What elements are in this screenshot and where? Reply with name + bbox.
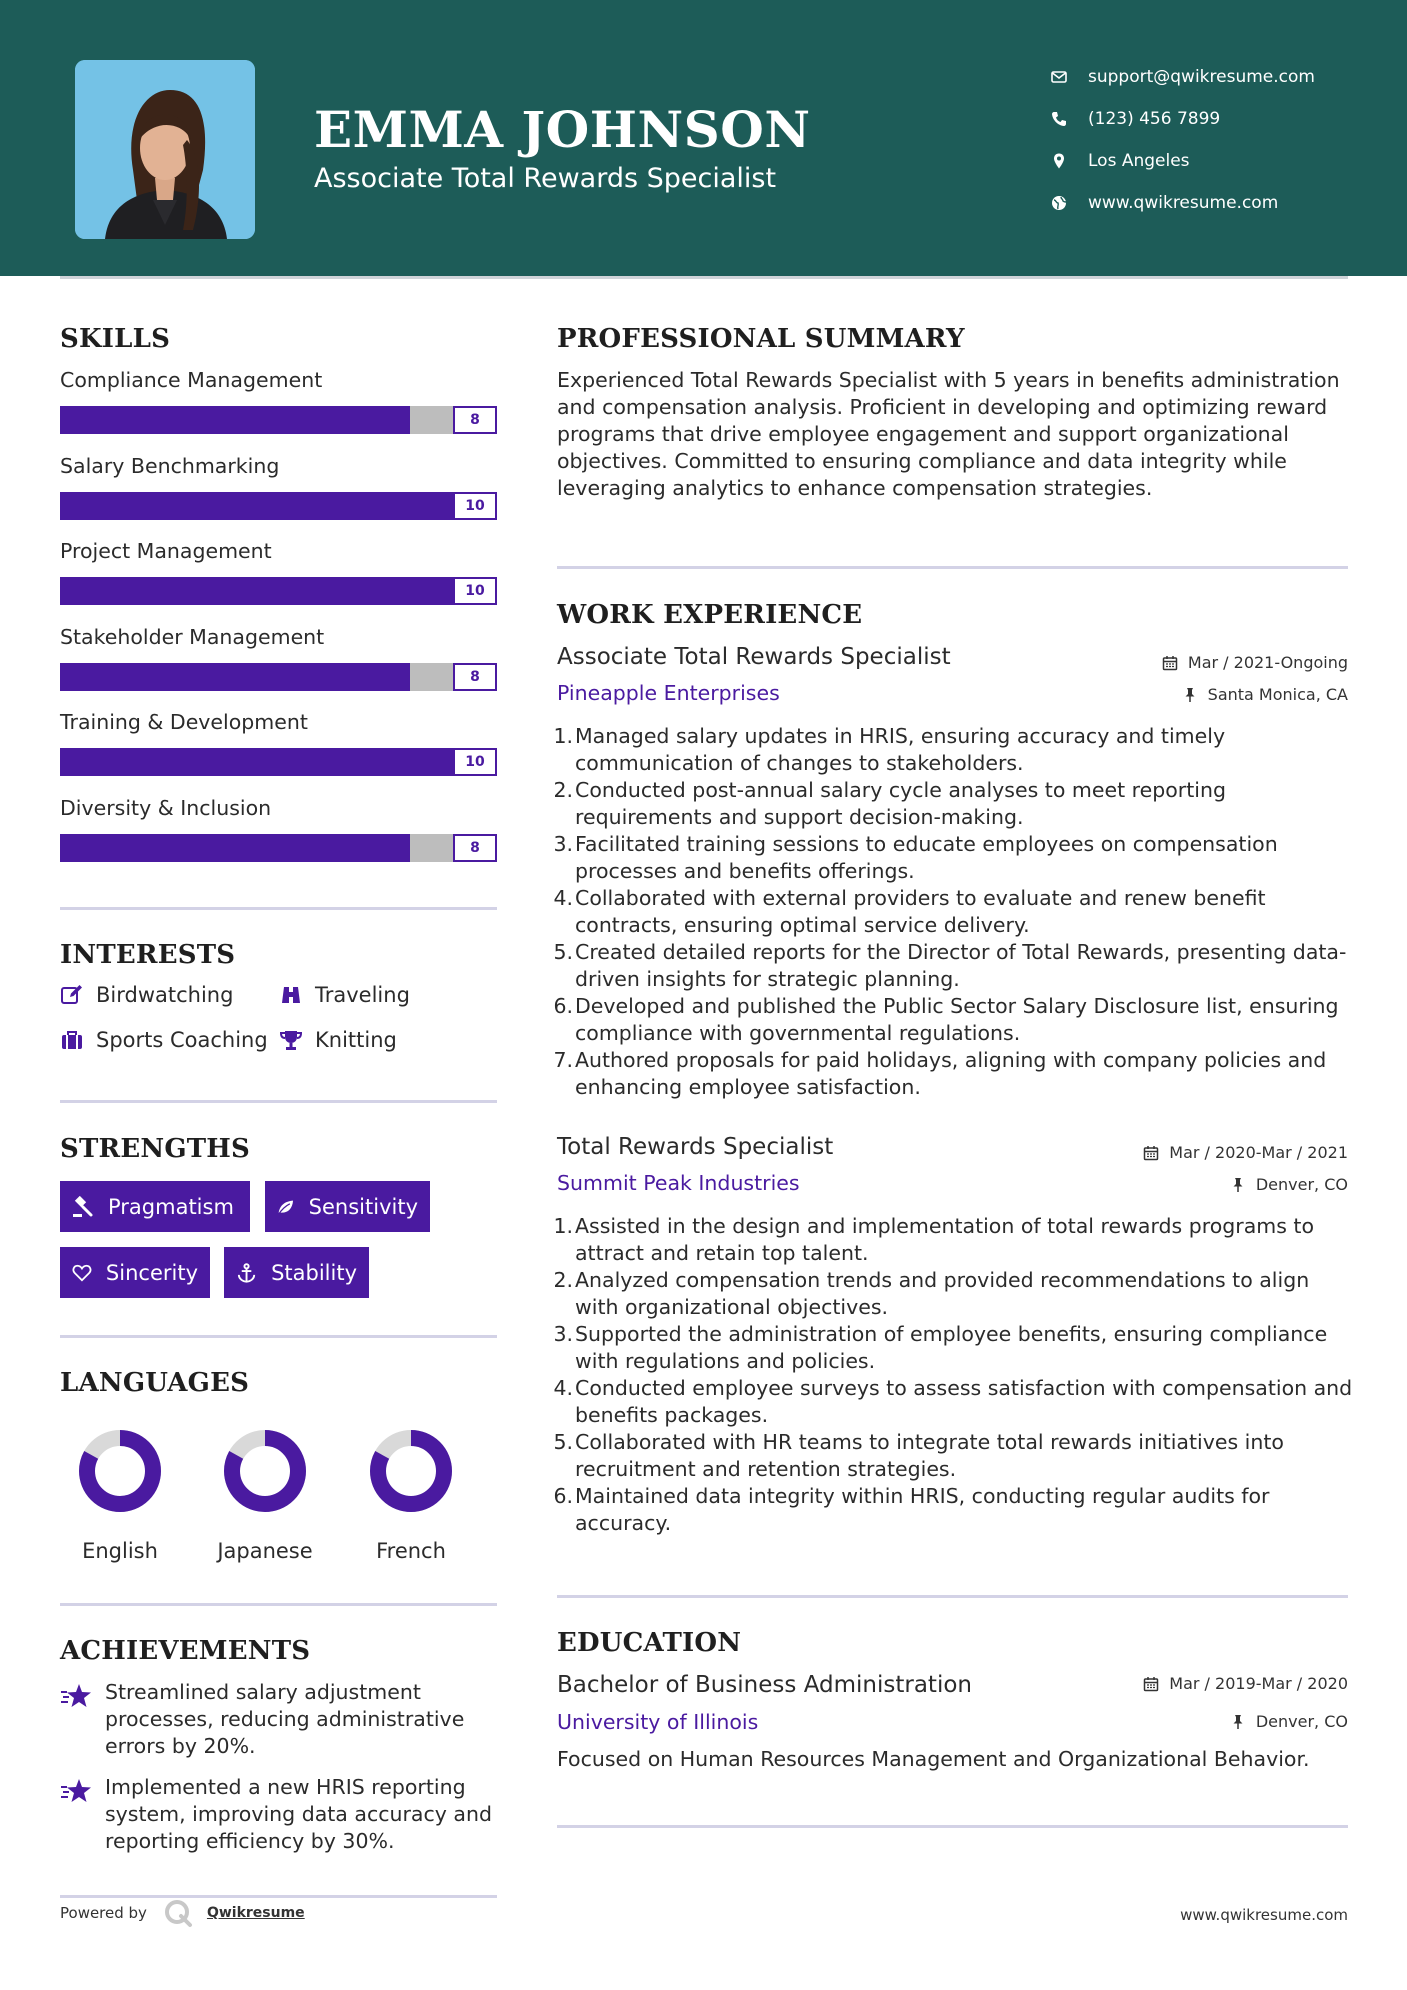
achievement-item	[60, 1774, 500, 1858]
contact-location-text: Los Angeles	[1088, 151, 1190, 171]
star-icon	[60, 1683, 92, 1709]
candidate-name: EMMA JOHNSON	[314, 100, 811, 159]
leaf-icon	[277, 1196, 295, 1218]
section-divider	[557, 1825, 1348, 1828]
strength-tag	[265, 1181, 430, 1232]
contact-list	[1050, 56, 1315, 224]
company-name: Pineapple Enterprises	[557, 681, 780, 705]
skill-score: 8	[453, 406, 497, 434]
language-label: English	[82, 1539, 158, 1563]
achievements-heading: ACHIEVEMENTS	[60, 1636, 311, 1666]
contact-location	[1050, 140, 1315, 182]
responsibility-item: 5. Created detailed reports for the Director of Total Rewards, presenting data-driven insights for strategic planning.	[553, 940, 1347, 991]
skill-label: Stakeholder Management	[60, 625, 325, 649]
job-dates-text: Mar / 2021-Ongoing	[1187, 653, 1348, 672]
skill-label: Salary Benchmarking	[60, 454, 280, 478]
job-dates	[1143, 1143, 1348, 1162]
language-item	[351, 1427, 471, 1563]
globe-icon	[1050, 194, 1068, 212]
skill-score: 10	[453, 577, 497, 605]
language-progress-ring	[76, 1427, 164, 1515]
profile-photo-illustration	[75, 60, 255, 239]
interest-item	[279, 1028, 397, 1052]
responsibility-item: 4. Collaborated with external providers to evaluate and renew benefit contracts, ensuring optimal service delivery.	[553, 886, 1266, 937]
responsibility-item: 6. Maintained data integrity within HRIS, conducting regular audits for accuracy.	[553, 1484, 1270, 1535]
school-name: University of Illinois	[557, 1710, 759, 1734]
interest-item	[60, 1028, 268, 1052]
responsibility-text: Developed and published the Public Sector Salary Disclosure list, ensuring compliance with governmental regulations.	[575, 994, 1339, 1045]
interest-item	[279, 983, 410, 1007]
contact-phone-text: (123) 456 7899	[1088, 109, 1221, 129]
skill-score: 8	[453, 834, 497, 862]
education-dates	[1143, 1674, 1348, 1693]
interests-heading: INTERESTS	[60, 940, 236, 970]
language-item	[60, 1427, 180, 1563]
responsibility-item: 7. Authored proposals for paid holidays, aligning with company policies and enhancing employee satisfaction.	[553, 1048, 1327, 1099]
responsibility-text: Conducted post-annual salary cycle analyses to meet reporting requirements and support decision-making.	[575, 778, 1226, 829]
responsibility-text: Managed salary updates in HRIS, ensuring accuracy and timely communication of changes to stakeholders.	[575, 724, 1226, 775]
responsibility-item: 5. Collaborated with HR teams to integrate total rewards initiatives into recruitment and retention strategies.	[553, 1430, 1284, 1481]
responsibility-text: Collaborated with external providers to evaluate and renew benefit contracts, ensuring optimal service delivery.	[575, 886, 1266, 937]
job-responsibilities	[553, 723, 1357, 1101]
skill-label: Project Management	[60, 539, 272, 563]
job-dates	[1162, 653, 1348, 672]
languages-heading: LANGUAGES	[60, 1368, 250, 1398]
qwikresume-logo-icon	[163, 1898, 193, 1928]
skill-label: Training & Development	[60, 710, 308, 734]
skill-label: Compliance Management	[60, 368, 323, 392]
calendar-icon	[1143, 1676, 1159, 1692]
achievement-text: Implemented a new HRIS reporting system, improving data accuracy and reporting efficiency by 30%.	[105, 1775, 492, 1853]
star-icon	[60, 1778, 92, 1804]
contact-website-text: www.qwikresume.com	[1088, 193, 1279, 213]
section-divider	[60, 1100, 497, 1103]
skill-bar	[60, 748, 497, 776]
job-dates-text: Mar / 2020-Mar / 2021	[1169, 1143, 1348, 1162]
calendar-icon	[1162, 655, 1178, 671]
strengths-heading: STRENGTHS	[60, 1134, 251, 1164]
skill-bar-fill	[60, 748, 497, 776]
responsibility-item: 2. Conducted post-annual salary cycle analyses to meet reporting requirements and support decision-making.	[553, 778, 1226, 829]
interest-label: Knitting	[315, 1028, 397, 1052]
contact-phone[interactable]	[1050, 98, 1315, 140]
skill-bar	[60, 663, 497, 691]
experience-heading: WORK EXPERIENCE	[557, 600, 863, 630]
skill-bar-fill	[60, 663, 410, 691]
education-description: Focused on Human Resources Management and Organizational Behavior.	[557, 1747, 1310, 1771]
language-label: Japanese	[217, 1539, 313, 1563]
skill-bar-fill	[60, 834, 410, 862]
responsibility-text: Supported the administration of employee benefits, ensuring compliance with regulations and policies.	[575, 1322, 1328, 1373]
powered-by-label: Powered by	[60, 1904, 147, 1922]
envelope-icon	[1050, 68, 1068, 86]
job-location	[1182, 685, 1348, 704]
job-location	[1230, 1175, 1348, 1194]
strength-label: Sincerity	[105, 1260, 198, 1285]
achievement-text: Streamlined salary adjustment processes, reducing administrative errors by 20%.	[105, 1680, 465, 1758]
skill-score: 10	[453, 492, 497, 520]
skill-bar	[60, 492, 497, 520]
strength-tag	[60, 1181, 250, 1232]
section-divider	[557, 1595, 1348, 1598]
job-title: Total Rewards Specialist	[557, 1134, 834, 1160]
achievement-item	[60, 1679, 500, 1763]
skill-bar	[60, 406, 497, 434]
responsibility-item: 3. Supported the administration of employee benefits, ensuring compliance with regulations and policies.	[553, 1322, 1328, 1373]
job-location-text: Denver, CO	[1255, 1175, 1348, 1194]
responsibility-text: Facilitated training sessions to educate employees on compensation processes and benefits offerings.	[575, 832, 1278, 883]
responsibility-item: 6. Developed and published the Public Sector Salary Disclosure list, ensuring compliance with governmental regulations.	[553, 994, 1339, 1045]
responsibility-item: 1. Managed salary updates in HRIS, ensuring accuracy and timely communication of changes to stakeholders.	[553, 724, 1226, 775]
binoculars-icon	[279, 983, 303, 1007]
briefcase-icon	[60, 1028, 84, 1052]
company-name: Summit Peak Industries	[557, 1171, 800, 1195]
responsibility-item: 3. Facilitated training sessions to educate employees on compensation processes and benefits offerings.	[553, 832, 1278, 883]
job-location-text: Santa Monica, CA	[1207, 685, 1348, 704]
skill-bar-fill	[60, 406, 410, 434]
strength-label: Pragmatism	[108, 1194, 234, 1219]
education-location	[1230, 1712, 1348, 1731]
summary-heading: PROFESSIONAL SUMMARY	[557, 324, 965, 354]
strength-label: Stability	[271, 1260, 357, 1285]
job-title: Associate Total Rewards Specialist	[557, 644, 951, 670]
interest-label: Birdwatching	[96, 983, 234, 1007]
skills-heading: SKILLS	[60, 324, 171, 354]
pencil-square-icon	[60, 983, 84, 1007]
calendar-icon	[1143, 1145, 1159, 1161]
interest-label: Traveling	[315, 983, 410, 1007]
section-divider	[557, 566, 1348, 569]
pushpin-icon	[1230, 1714, 1246, 1730]
contact-email-text: support@qwikresume.com	[1088, 67, 1315, 87]
contact-email[interactable]	[1050, 56, 1315, 98]
contact-website[interactable]	[1050, 182, 1315, 224]
responsibility-text: Conducted employee surveys to assess satisfaction with compensation and benefits packages.	[575, 1376, 1353, 1427]
language-progress-ring	[367, 1427, 455, 1515]
interest-item	[60, 983, 233, 1007]
section-divider	[60, 1335, 497, 1338]
responsibility-text: Collaborated with HR teams to integrate total rewards initiatives into recruitment and retention strategies.	[575, 1430, 1284, 1481]
strength-tag	[60, 1247, 210, 1298]
responsibility-item: 1. Assisted in the design and implementation of total rewards programs to attract and retain top talent.	[553, 1214, 1315, 1265]
resume-header	[0, 0, 1407, 276]
responsibility-text: Maintained data integrity within HRIS, conducting regular audits for accuracy.	[575, 1484, 1270, 1535]
qwikresume-link[interactable]: Qwikresume	[206, 1905, 305, 1921]
pushpin-icon	[1182, 687, 1198, 703]
map-pin-icon	[1050, 152, 1068, 170]
skill-bar-fill	[60, 492, 497, 520]
strength-label: Sensitivity	[308, 1194, 418, 1219]
job-responsibilities	[553, 1213, 1357, 1537]
education-dates-text: Mar / 2019-Mar / 2020	[1169, 1674, 1348, 1693]
trophy-icon	[279, 1028, 303, 1052]
responsibility-text: Assisted in the design and implementation of total rewards programs to attract and retain top talent.	[575, 1214, 1315, 1265]
degree-title: Bachelor of Business Administration	[557, 1672, 972, 1698]
pushpin-icon	[1230, 1177, 1246, 1193]
heart-icon	[72, 1262, 92, 1284]
profile-photo	[75, 60, 255, 239]
language-label: French	[376, 1539, 446, 1563]
responsibility-text: Created detailed reports for the Director of Total Rewards, presenting data-driven insights for strategic planning.	[575, 940, 1347, 991]
skill-label: Diversity & Inclusion	[60, 796, 272, 820]
responsibility-text: Analyzed compensation trends and provided recommendations to align with organizational objectives.	[575, 1268, 1310, 1319]
skill-bar	[60, 577, 497, 605]
interest-label: Sports Coaching	[96, 1028, 268, 1052]
language-item	[205, 1427, 325, 1563]
phone-icon	[1050, 110, 1068, 128]
header-divider	[60, 276, 1348, 279]
education-location-text: Denver, CO	[1255, 1712, 1348, 1731]
skill-score: 10	[453, 748, 497, 776]
anchor-icon	[236, 1262, 257, 1284]
skill-bar	[60, 834, 497, 862]
summary-text: Experienced Total Rewards Specialist with 5 years in benefits administration and compensation analysis. Proficient in developing and optimizing reward programs that drive employee engagement and support organizational objectives. Committed to ensuring compliance and data integrity while leveraging analytics to enhance compensation strategies.	[557, 368, 1340, 500]
skill-score: 8	[453, 663, 497, 691]
language-progress-ring	[221, 1427, 309, 1515]
responsibility-text: Authored proposals for paid holidays, aligning with company policies and enhancing employee satisfaction.	[575, 1048, 1327, 1099]
responsibility-item: 4. Conducted employee surveys to assess satisfaction with compensation and benefits packages.	[553, 1376, 1353, 1427]
footer-url[interactable]: www.qwikresume.com	[1180, 1906, 1348, 1924]
skill-bar-fill	[60, 577, 497, 605]
strength-tag	[224, 1247, 369, 1298]
responsibility-item: 2. Analyzed compensation trends and provided recommendations to align with organizational objectives.	[553, 1268, 1310, 1319]
candidate-title: Associate Total Rewards Specialist	[314, 163, 777, 194]
section-divider	[60, 1603, 497, 1606]
education-heading: EDUCATION	[557, 1628, 742, 1658]
powered-by	[60, 1898, 305, 1928]
gavel-icon	[72, 1196, 94, 1218]
section-divider	[60, 907, 497, 910]
